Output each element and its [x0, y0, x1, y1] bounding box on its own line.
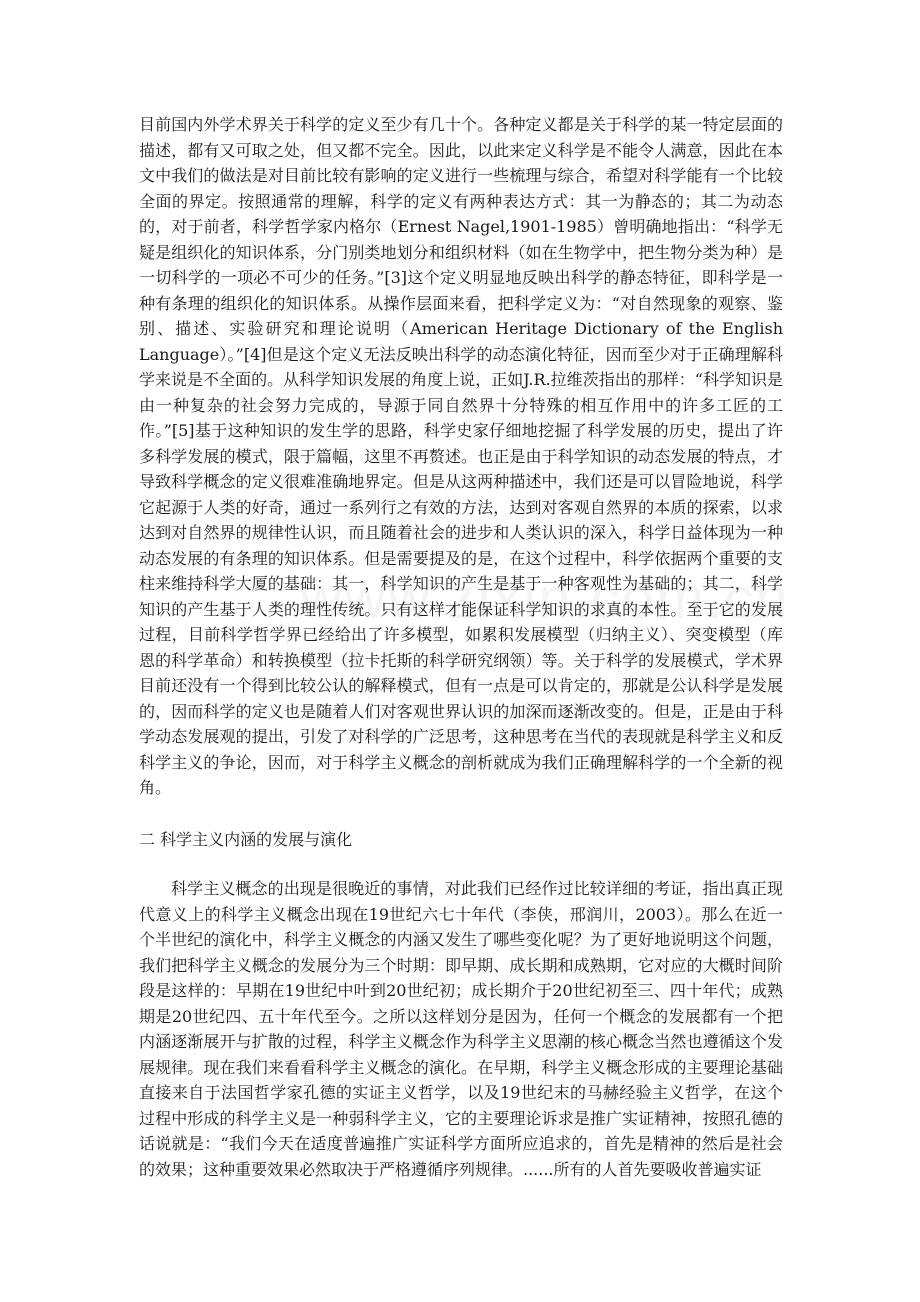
paragraph-scientific-definition: 目前国内外学术界关于科学的定义至少有几十个。各种定义都是关于科学的某一特定层面的描述，都有又可取之处，但又都不完全。因此，以此来定义科学是不能令人满意，因此在本文中我们的做法是对目前比较有影响的定义进行一些梳理与综合，希望对科学能有一个比较全面的界定。按照通常的理解，科学的定义有两种表达方式：其一为静态的；其二为动态的，对于前者，科学哲学家内格尔（Ernest Nagel,1901-1985）曾明确地指出：“科学无疑是组织化的知识体系，分门别类地划分和组织材料（如在生物学中，把生物分类为种）是一切科学的一项必不可少的任务。”[3]这个定义明显地反映出科学的静态特征，即科学是一种有条理的组织化的知识体系。从操作层面来看，把科学定义为：“对自然现象的观察、鉴别、描述、实验研究和理论说明（American Heritage Dictionary of the English Language）。”[4]但是这个定义无法反映出科学的动态演化特征，因而至少对于正确理解科学来说是不全面的。从科学知识发展的角度上说，正如J.R.拉维茨指出的那样：“科学知识是由一种复杂的社会努力完成的，导源于同自然界十分特殊的相互作用中的许多工匠的工作。”[5]基于这种知识的发生学的思路，科学史家仔细地挖掘了科学发展的历史，提出了许多科学发展的模式，限于篇幅，这里不再赘述。也正是由于科学知识的动态发展的特点，才导致科学概念的定义很难准确地界定。但是从这两种描述中，我们还是可以冒险地说，科学它起源于人类的好奇，通过一系列行之有效的方法，达到对客观自然界的本质的探索，以求达到对自然界的规律性认识，而且随着社会的进步和人类认识的深入，科学日益体现为一种动态发展的有条理的知识体系。但是需要提及的是，在这个过程中，科学依据两个重要的支柱来维持科学大厦的基础：其一，科学知识的产生是基于一种客观性为基础的；其二，科学知识的产生基于人类的理性传统。只有这样才能保证科学知识的求真的本性。至于它的发展过程，目前科学哲学界已经给出了许多模型，如累积发展模型（归纳主义）、突变模型（库恩的科学革命）和转换模型（拉卡托斯的科学研究纲领）等。关于科学的发展模式，学术界目前还没有一个得到比较公认的解释模式，但有一点是可以肯定的，那就是公认科学是发展的，因而科学的定义也是随着人们对客观世界认识的加深而逐渐改变的。但是，正是由于科学动态发展观的提出，引发了对科学的广泛思考，这种思考在当代的表现就是科学主义和反科学主义的争论，因而，对于科学主义概念的剖析就成为我们正确理解科学的一个全新的视角。: [139, 115, 783, 797]
section-heading: 二 科学主义内涵的发展与演化: [139, 830, 353, 849]
body-text-section-2: [139, 876, 783, 1182]
paragraph-scientism-evolution: 科学主义概念的出现是很晚近的事情，对此我们已经作过比较详细的考证，指出真正现代意义上的科学主义概念出现在19世纪六七十年代（李侠，邢润川，2003）。那么在近一个半世纪的演化中，科学主义概念的内涵又发生了哪些变化呢？为了更好地说明这个问题，我们把科学主义概念的发展分为三个时期：即早期、成长期和成熟期，它对应的大概时间阶段是这样的：早期在19世纪中叶到20世纪初；成长期介于20世纪初至三、四十年代；成熟期是20世纪四、五十年代至今。之所以这样划分是因为，任何一个概念的发展都有一个把内涵逐渐展开与扩散的过程，科学主义概念作为科学主义思潮的核心概念当然也遵循这个发展规律。现在我们来看看科学主义概念的演化。在早期，科学主义概念形成的主要理论基础直接来自于法国哲学家孔德的实证主义哲学，以及19世纪末的马赫经验主义哲学，在这个过程中形成的科学主义是一种弱科学主义，它的主要理论诉求是推广实证精神，按照孔德的话说就是：“我们今天在适度普遍推广实证科学方面所应追求的，首先是精神的然后是社会的效果；这种重要效果必然取决于严格遵循序列规律。......所有的人首先要吸收普遍实证: [139, 879, 783, 1179]
body-text: [139, 112, 783, 801]
